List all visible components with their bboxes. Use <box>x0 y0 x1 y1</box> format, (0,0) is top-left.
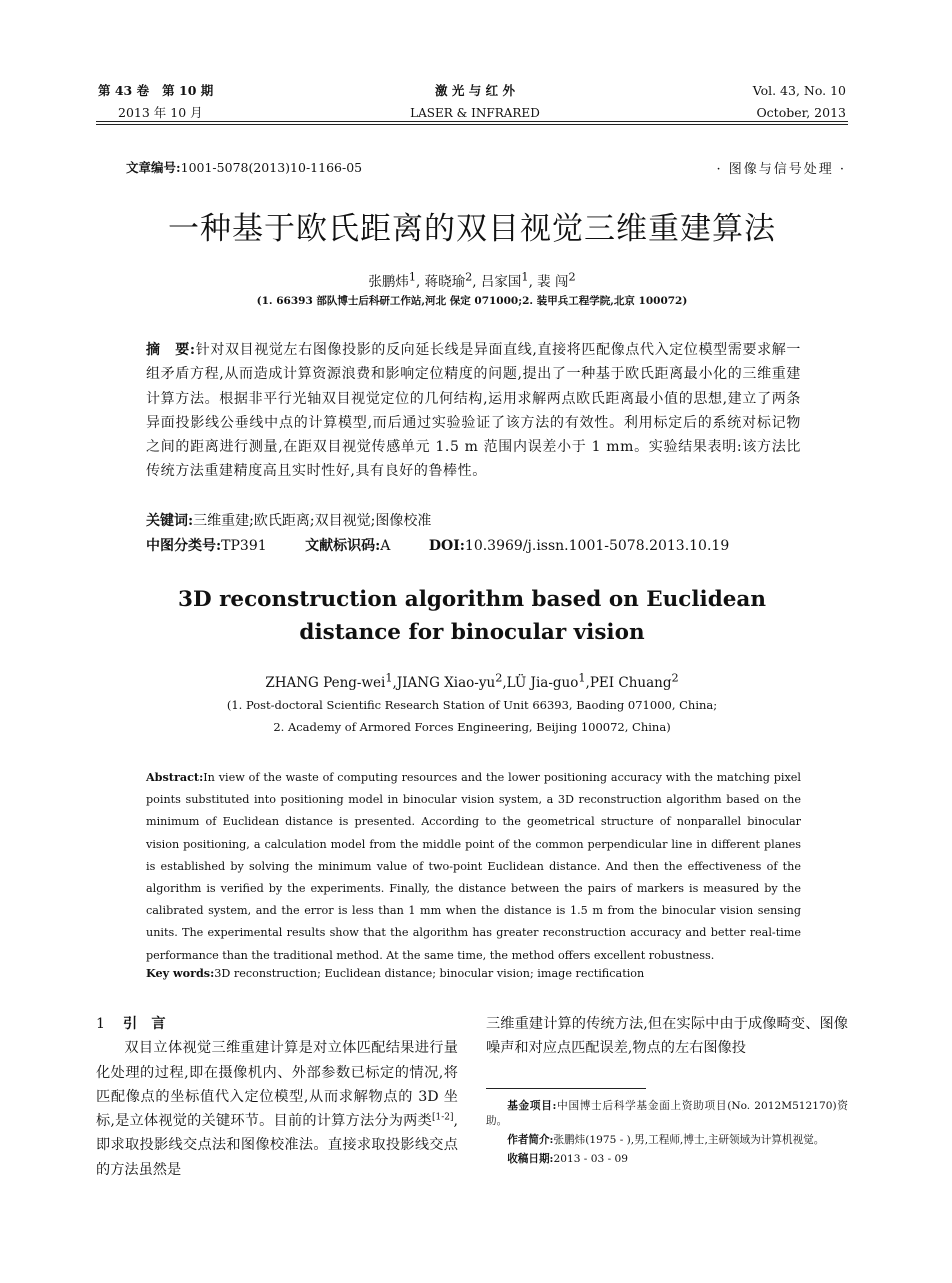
footnote-author-bio <box>486 1133 848 1148</box>
keywords-cn-label: 关键词: <box>146 513 194 529</box>
received-date: 2013 - 03 - 09 <box>553 1153 629 1165</box>
doi-value: 10.3969/j.issn.1001-5078.2013.10.19 <box>464 538 730 554</box>
volume-cn: 第 43 卷 <box>98 83 150 98</box>
section-title: 引 言 <box>123 1016 166 1032</box>
abstract-en <box>146 766 801 967</box>
authors-cn <box>96 270 848 290</box>
author-name: ZHANG Peng-wei <box>265 675 386 691</box>
title-en-line1: 3D reconstruction algorithm based on Euclidean <box>177 587 766 612</box>
authors-en <box>96 671 848 691</box>
fund-text: 中国博士后科学基金面上资助项目(No. 2012M512170)资助。 <box>486 1100 848 1127</box>
affiliation-en-2: 2. Academy of Armored Forces Engineering, Beijing 100072, China) <box>273 720 671 734</box>
author-sep: , <box>502 675 507 691</box>
body-column-left <box>96 1012 458 1182</box>
keywords-cn-text: 三维重建;欧氏距离;双目视觉;图像校准 <box>193 513 432 529</box>
keywords-en-text: 3D reconstruction; Euclidean distance; binocular vision; image rectification <box>214 967 645 980</box>
doc-code-label: 文献标识码: <box>305 538 381 554</box>
header-rule-bottom <box>96 124 848 125</box>
footnotes <box>486 1099 848 1171</box>
author-sup: 1 <box>578 671 586 685</box>
title-en-line2: distance for binocular vision <box>299 620 645 645</box>
date-en: October, 2013 <box>756 105 846 120</box>
fund-label: 基金项目: <box>507 1100 557 1112</box>
author-sep: , <box>472 274 477 290</box>
article-number-label: 文章编号: <box>126 160 181 175</box>
title-cn: 一种基于欧氏距离的双目视觉三维重建算法 <box>168 211 776 247</box>
author-name: 蒋晓瑜 <box>424 274 466 290</box>
header-center <box>300 82 650 122</box>
journal-name-en: LASER & INFRARED <box>410 106 540 120</box>
article-number-value: 1001-5078(2013)10-1166-05 <box>180 160 363 175</box>
header-right <box>753 82 846 122</box>
article-number <box>126 158 362 176</box>
author-sup: 2 <box>495 671 503 685</box>
classification-line <box>146 535 801 555</box>
author-sup: 1 <box>408 270 417 284</box>
abstract-cn-label: 摘 要: <box>146 342 196 358</box>
author-sup: 1 <box>521 270 529 284</box>
keywords-en <box>146 966 644 980</box>
footnote-received <box>486 1152 848 1167</box>
clc-label: 中图分类号: <box>146 538 222 554</box>
abstract-cn <box>146 338 801 484</box>
journal-name-cn: 激 光 与 红 外 <box>435 83 515 98</box>
clc-value: TP391 <box>221 538 267 554</box>
received-label: 收稿日期: <box>507 1153 554 1165</box>
header-left <box>98 82 213 122</box>
keywords-cn <box>146 510 431 530</box>
author-bio-text: 张鹏炜(1975 - ),男,工程师,博士,主研领域为计算机视觉。 <box>553 1134 825 1146</box>
author-sup: 2 <box>568 270 576 284</box>
body-paragraph <box>96 1036 458 1182</box>
author-sep: , <box>392 675 397 691</box>
author-sup: 2 <box>465 270 473 284</box>
citation: [1-2] <box>431 1112 454 1123</box>
author-sup: 1 <box>385 671 393 685</box>
author-bio-label: 作者简介: <box>507 1134 554 1146</box>
date-cn: 2013 年 10 月 <box>118 105 203 120</box>
footnote-fund <box>486 1099 848 1129</box>
body-text: 三维重建计算的传统方法,但在实际中由于成像畸变、图像噪声和对应点匹配误差,物点的左右图像投 <box>486 1016 848 1057</box>
affiliation-cn: (1. 66393 部队博士后科研工作站,河北 保定 071000;2. 装甲兵工程学院,北京 100072) <box>256 295 688 307</box>
author-sep: , <box>528 274 533 290</box>
section-number: 1 <box>96 1016 106 1032</box>
section-heading <box>96 1012 458 1036</box>
doc-code-value: A <box>380 538 391 554</box>
abstract-cn-text: 针对双目视觉左右图像投影的反向延长线是异面直线,直接将匹配像点代入定位模型需要求解一组矛盾方程,从而造成计算资源浪费和影响定位精度的问题,提出了一种基于欧氏距离最小化的三维重建计算方法。根据非平行光轴双目视觉定位的几何结构,运用求解两点欧氏距离最小值的思想,建立了两条异面投影线公垂线中点的计算模型,而后通过实验验证了该方法的有效性。利用标定后的系统对标记物之间的距离进行测量,在距双目视觉传感单元 1.5 m 范围内误差小于 1 mm。实验结果表明:该方法比传统方法重建精度高且实时性好,具有良好的鲁棒性。 <box>146 342 801 480</box>
author-name: 吕家国 <box>480 274 522 290</box>
author-sup: 2 <box>671 671 679 685</box>
body-column-right <box>486 1012 848 1061</box>
author-name: JIANG Xiao-yu <box>396 675 496 691</box>
column-tag: · 图像与信号处理 · <box>716 162 846 177</box>
abstract-en-text: In view of the waste of computing resources and the lower positioning accuracy with the matching pixel points substituted into positioning model in binocular vision system, a 3D reconstruction algorithm based on the minimum of Euclidean distance is presented. According to the geometrical structure of nonparallel binocular vision positioning, a calculation model from the middle point of the common perpendicular line in different planes is established by solving the minimum value of two-point Euclidean distance. And then the effectiveness of the algorithm is verified by the experiments. Finally, the distance between the pairs of markers is measured by the calibrated system, and the error is less than 1 mm when the distance is 1.5 m from the binocular vision sensing units. The experimental results show that the algorithm has greater reconstruction accuracy and better real-time performance than the traditional method. At the same time, the method offers excellent robustness. <box>146 771 801 962</box>
affiliation-en-1: (1. Post-doctoral Scientific Research Station of Unit 66393, Baoding 071000, China; <box>226 698 718 712</box>
author-name: PEI Chuang <box>589 675 672 691</box>
author-name: 裴 闯 <box>537 274 569 290</box>
keywords-en-label: Key words: <box>146 966 215 980</box>
author-sep: , <box>585 675 590 691</box>
abstract-en-label: Abstract: <box>146 770 204 784</box>
issue-cn: 第 10 期 <box>162 83 214 98</box>
footnote-rule <box>486 1088 646 1089</box>
doi-label: DOI: <box>428 538 465 554</box>
body-text: ,即求取投影线交点法和图像校准法。直接求取投影线交点的方法虽然是 <box>96 1113 458 1178</box>
author-sep: , <box>416 274 421 290</box>
volume-en: Vol. 43, No. 10 <box>752 83 846 98</box>
author-name: LÜ Jia-guo <box>506 675 579 691</box>
header-rule-top <box>96 121 848 122</box>
body-text: 双目立体视觉三维重建计算是对立体匹配结果进行量化处理的过程,即在摄像机内、外部参数已标定的情况,将匹配像点的坐标值代入定位模型,从而求解物点的 3D 坐标,是立体视觉的关键环节。目前的计算方法分为两类 <box>96 1040 458 1130</box>
author-name: 张鹏炜 <box>368 274 409 290</box>
title-en <box>96 583 848 649</box>
